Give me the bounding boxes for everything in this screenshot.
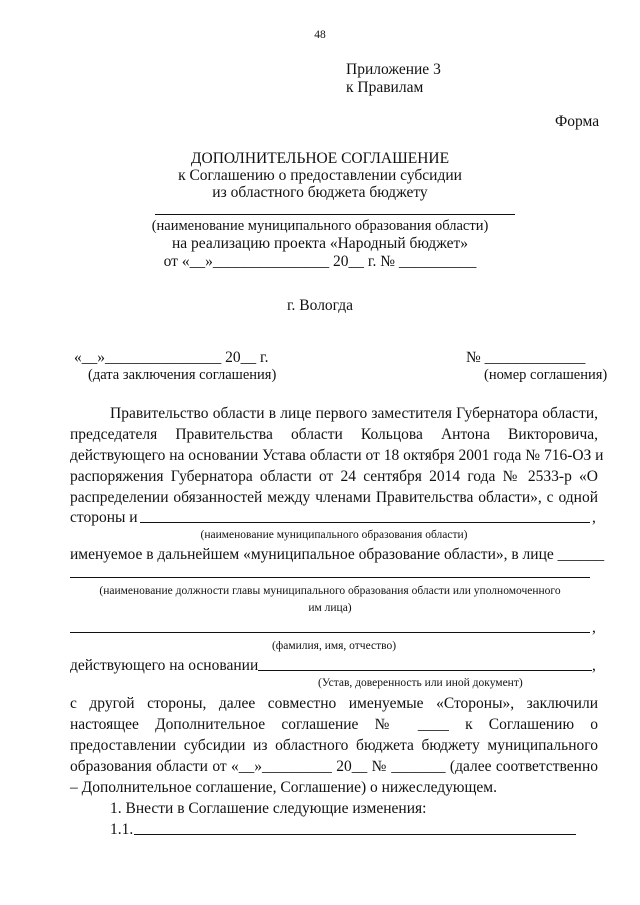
appendix-line2: к Правилам [346, 79, 424, 96]
body-line-2: председателя Правительства области Кольцова Антона Викторовича, [70, 426, 598, 443]
body-line-14: образования области от «__»_________ 20__ № _______ (далее соответственно [70, 758, 598, 775]
item-1: 1. Внести в Соглашение следующие изменения: [110, 800, 427, 817]
municipality-blank-line [155, 214, 515, 215]
fio-line [70, 632, 590, 633]
doc-title: ДОПОЛНИТЕЛЬНОЕ СОГЛАШЕНИЕ [190, 150, 450, 167]
body-line-10-end: , [592, 657, 596, 674]
basis-document-line [258, 670, 592, 671]
conclusion-date: «__»_______________ 20__ г. [74, 349, 269, 366]
item-1-1-line [134, 834, 576, 835]
body-line-10-start: действующего на основании [70, 657, 259, 674]
body-line-7: именуемое в дальнейшем «муниципальное образование области», в лице ______ [70, 546, 605, 563]
head-position-hint-2: им лица) [308, 602, 352, 614]
fio-hint: (фамилия, имя, отчество) [271, 640, 397, 652]
body-line-15: – Дополнительное соглашение, Соглашение) о нижеследующем. [70, 779, 497, 796]
head-position-hint-1: (наименование должности главы муниципального образования области или уполномоченного [99, 585, 561, 597]
form-label: Форма [555, 113, 600, 130]
body-line-12: настоящее Дополнительное соглашение № ____ к Соглашению о [70, 716, 598, 733]
body-line-13: предоставлении субсидии из областного бюджета бюджету муниципального [70, 737, 598, 754]
body-line-4: распоряжения Губернатора области от 24 сентября 2014 года № 2533-р «О [70, 468, 598, 485]
doc-subtitle-3: на реализацию проекта «Народный бюджет» [172, 235, 468, 252]
conclusion-date-hint: (дата заключения соглашения) [88, 367, 277, 383]
body-line-1: Правительство области в лице первого заместителя Губернатора области, [110, 405, 598, 422]
municipality-field-line [140, 522, 590, 523]
doc-subtitle-1: к Соглашению о предоставлении субсидии [178, 167, 462, 184]
city: г. Вологда [286, 297, 354, 314]
head-position-line [70, 577, 590, 578]
municipality-hint: (наименование муниципального образования области) [151, 218, 489, 234]
body-line-6-start: стороны и [70, 509, 138, 526]
body-line-11: с другой стороны, далее совместно именуемые «Стороны», заключили [70, 695, 598, 712]
item-1-1: 1.1. [110, 821, 134, 838]
agreement-number: № _____________ [466, 349, 586, 366]
body-line-9-end: , [592, 619, 596, 636]
body-line-3: действующего на основании Устава области от 18 октября 2001 года № 716-ОЗ и [70, 447, 604, 464]
doc-subtitle-2: из областного бюджета бюджету [212, 184, 428, 201]
appendix-line1: Приложение 3 [346, 61, 441, 78]
municipality-hint-2: (наименование муниципального образования области) [200, 529, 468, 541]
body-line-5: распределении обязанностей между членами Правительства области», с одной [70, 489, 598, 506]
agreement-number-hint: (номер соглашения) [484, 367, 608, 383]
page-number: 48 [314, 29, 326, 41]
basis-document-hint: (Устав, доверенность или иной документ) [318, 677, 523, 689]
agreement-date-line: от «__»_______________ 20__ г. № __________ [163, 253, 477, 270]
body-line-6-end: , [592, 509, 596, 526]
